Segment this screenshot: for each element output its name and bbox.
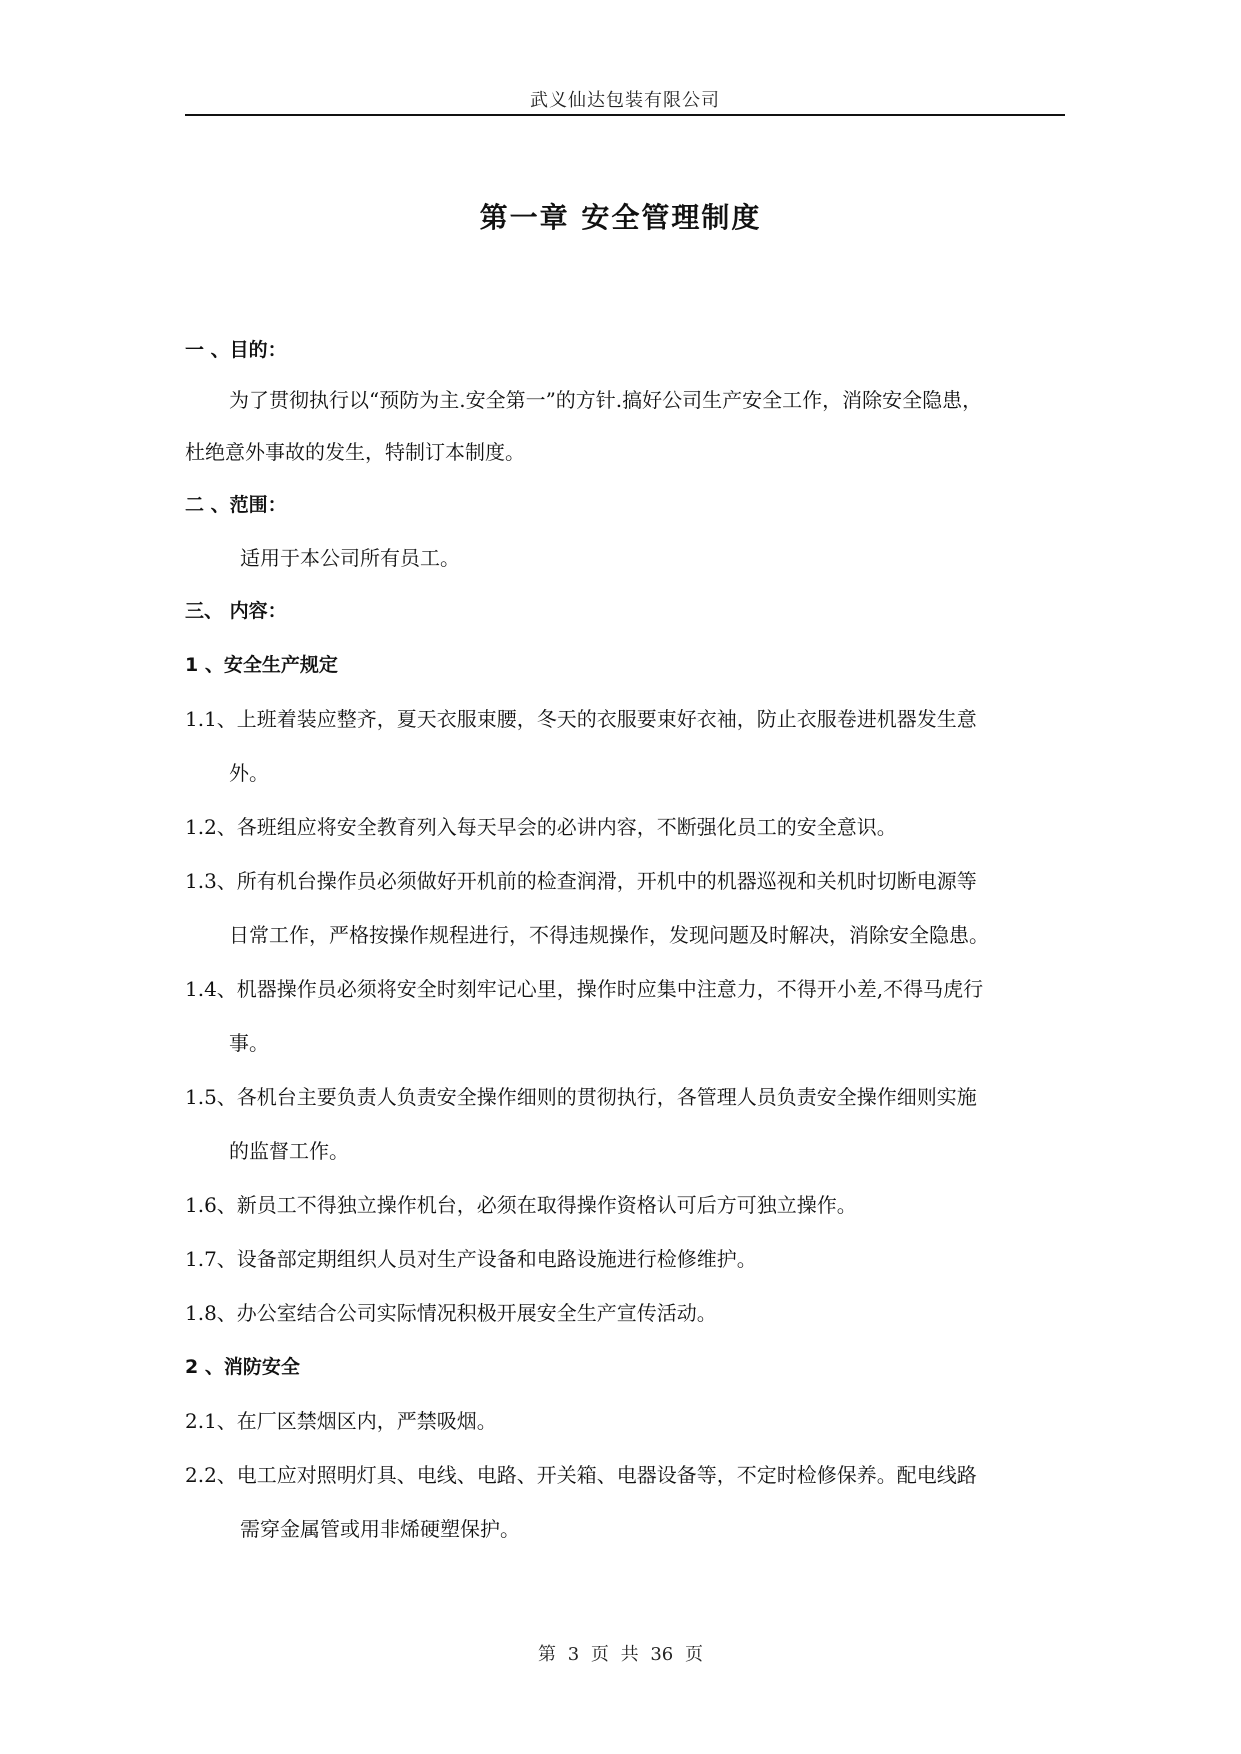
list-item: 2.2、电工应对照明灯具、电线、电路、开关箱、电器设备等，不定时检修保养。配电线路 (185, 1463, 977, 1487)
list-item: 1.1、上班着装应整齐，夏天衣服束腰，冬天的衣服要束好衣袖，防止衣服卷进机器发生意 (185, 707, 977, 731)
list-item-continuation: 的监督工作。 (229, 1139, 349, 1163)
list-item-continuation: 需穿金属管或用非烯硬塑保护。 (240, 1517, 520, 1541)
list-item-continuation: 事。 (229, 1031, 269, 1055)
chapter-title: 第一章 安全管理制度 (479, 201, 762, 234)
list-item: 2.1、在厂区禁烟区内，严禁吸烟。 (185, 1409, 497, 1433)
list-item: 1.2、各班组应将安全教育列入每天早会的必讲内容，不断强化员工的安全意识。 (185, 815, 897, 839)
page-header-company: 武义仙达包装有限公司 (530, 90, 720, 111)
list-item: 1.7、设备部定期组织人员对生产设备和电路设施进行检修维护。 (185, 1247, 757, 1271)
section-heading-content: 三、 内容： (185, 600, 287, 622)
list-item-continuation: 日常工作，严格按操作规程进行，不得违规操作，发现问题及时解决，消除安全隐患。 (229, 923, 989, 947)
list-item: 1.5、各机台主要负责人负责安全操作细则的贯彻执行，各管理人员负责安全操作细则实施 (185, 1085, 977, 1109)
section-heading-scope: 二 、范围： (185, 494, 287, 516)
subsection-heading-fire-safety: 2 、消防安全 (185, 1356, 300, 1378)
paragraph-line: 杜绝意外事故的发生，特制订本制度。 (185, 440, 525, 464)
list-item: 1.8、办公室结合公司实际情况积极开展安全生产宣传活动。 (185, 1301, 717, 1325)
list-item: 1.4、机器操作员必须将安全时刻牢记心里，操作时应集中注意力，不得开小差,不得马虎行 (185, 977, 984, 1001)
subsection-heading-production-safety: 1 、安全生产规定 (185, 654, 338, 676)
section-heading-purpose: 一 、目的： (185, 339, 287, 361)
paragraph-line: 适用于本公司所有员工。 (240, 546, 460, 570)
paragraph-line: 为了贯彻执行以“预防为主.安全第一”的方针.搞好公司生产安全工作，消除安全隐患， (229, 388, 983, 412)
list-item-continuation: 外。 (229, 761, 269, 785)
list-item: 1.6、新员工不得独立操作机台，必须在取得操作资格认可后方可独立操作。 (185, 1193, 857, 1217)
list-item: 1.3、所有机台操作员必须做好开机前的检查润滑，开机中的机器巡视和关机时切断电源等 (185, 869, 977, 893)
header-divider (185, 114, 1065, 116)
page-number-footer: 第 3 页 共 36 页 (538, 1644, 703, 1665)
